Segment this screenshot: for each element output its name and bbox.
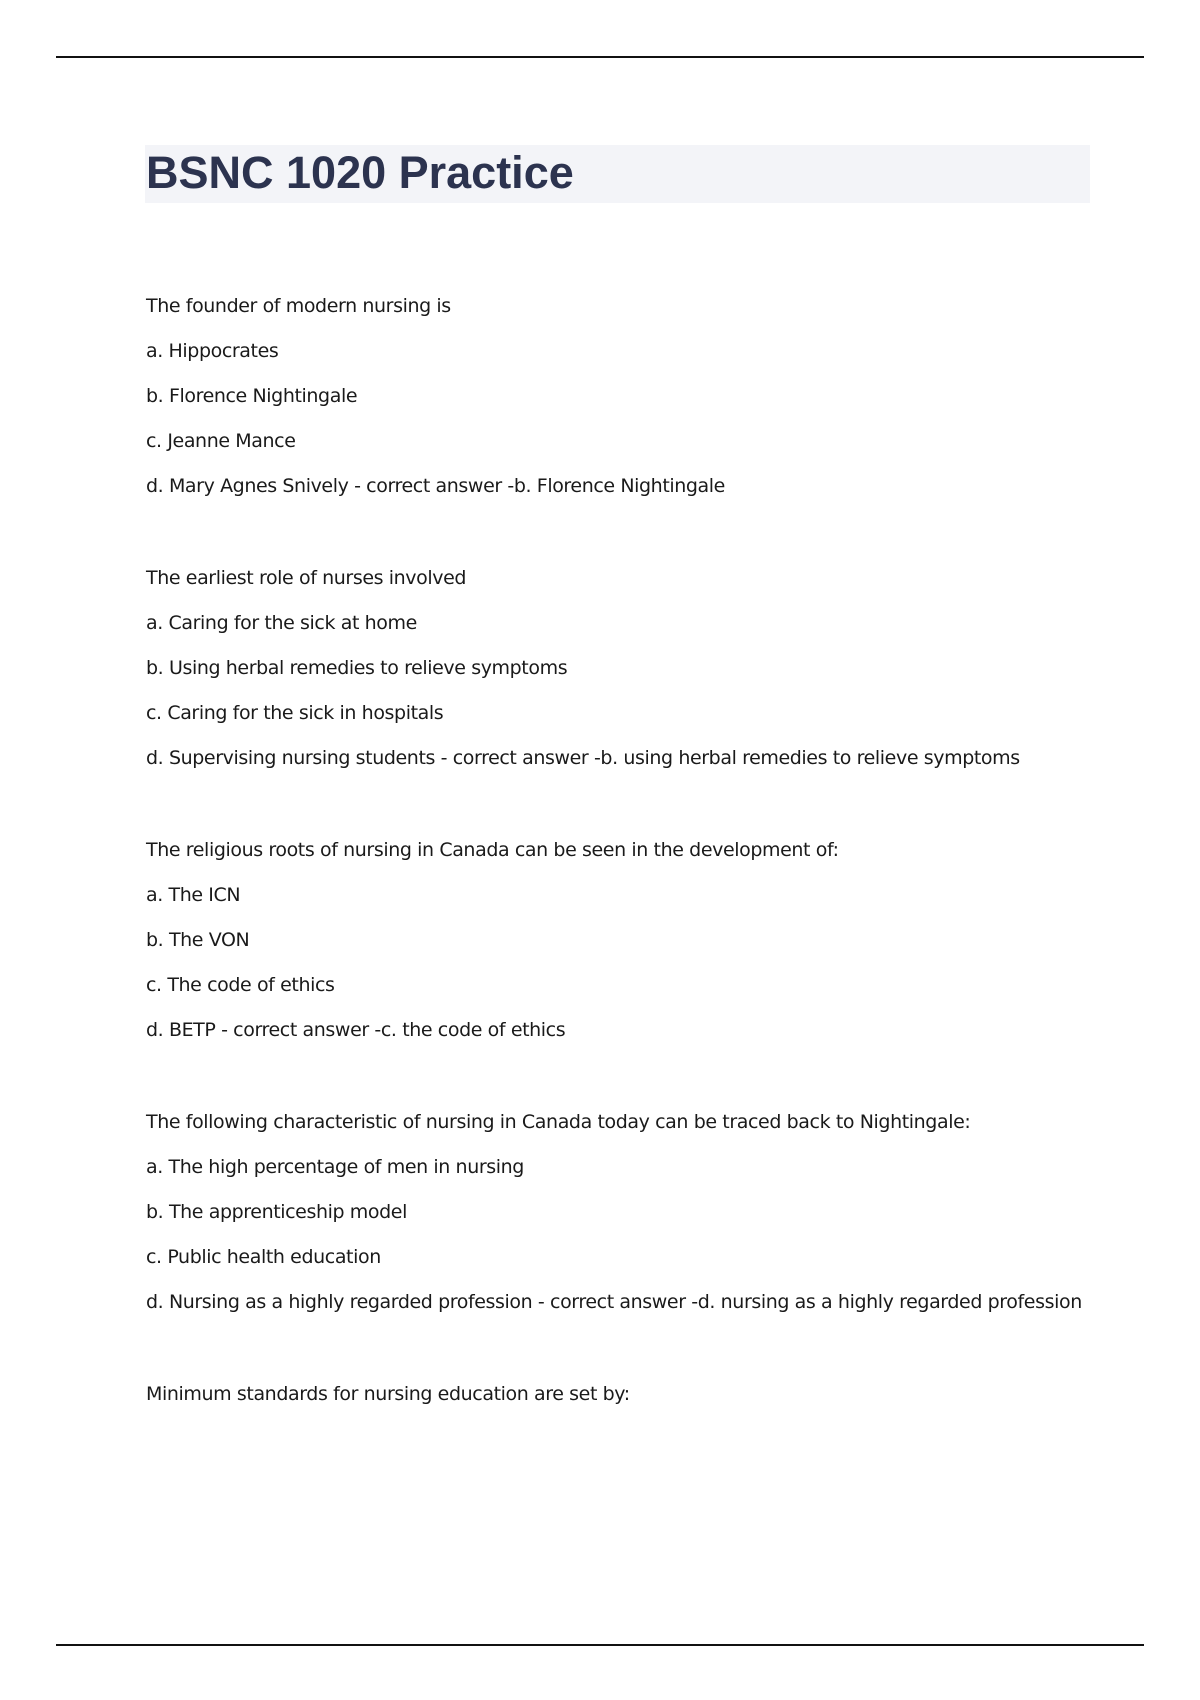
answer-option-d-with-correct-answer: d. Mary Agnes Snively - correct answer -b. Florence Nightingale <box>146 475 725 497</box>
answer-option-d-with-correct-answer: d. Supervising nursing students - correct answer -b. using herbal remedies to relieve symptoms <box>146 747 1020 769</box>
question-prompt: The earliest role of nurses involved <box>146 567 467 589</box>
answer-option-b: b. The apprenticeship model <box>146 1201 407 1223</box>
answer-option-a: a. Hippocrates <box>146 340 279 362</box>
question-prompt: The following characteristic of nursing in Canada today can be traced back to Nightingale: <box>146 1111 971 1133</box>
answer-option-a: a. The high percentage of men in nursing <box>146 1156 524 1178</box>
answer-option-a: a. Caring for the sick at home <box>146 612 417 634</box>
answer-option-b: b. Florence Nightingale <box>146 385 358 407</box>
answer-option-c: c. Caring for the sick in hospitals <box>146 702 444 724</box>
answer-option-c: c. Public health education <box>146 1246 381 1268</box>
question-prompt: The founder of modern nursing is <box>146 295 451 317</box>
question-prompt: The religious roots of nursing in Canada can be seen in the development of: <box>146 839 839 861</box>
question-4 <box>146 1105 1106 1377</box>
answer-option-b: b. The VON <box>146 929 250 951</box>
question-3 <box>146 833 1106 1105</box>
question-1 <box>146 289 1106 561</box>
answer-option-c: c. Jeanne Mance <box>146 430 296 452</box>
answer-option-c: c. The code of ethics <box>146 974 335 996</box>
answer-option-d-with-correct-answer: d. BETP - correct answer -c. the code of ethics <box>146 1019 566 1041</box>
answer-option-d-with-correct-answer: d. Nursing as a highly regarded profession - correct answer -d. nursing as a highly regarded profession <box>146 1291 1082 1313</box>
question-5 <box>146 1377 1106 1649</box>
question-prompt: Minimum standards for nursing education are set by: <box>146 1383 630 1405</box>
question-2 <box>146 561 1106 833</box>
answer-option-a: a. The ICN <box>146 884 241 906</box>
answer-option-b: b. Using herbal remedies to relieve symptoms <box>146 657 568 679</box>
top-divider <box>56 56 1144 58</box>
page-title: BSNC 1020 Practice <box>146 147 574 198</box>
bottom-divider <box>56 1644 1144 1646</box>
question-list <box>146 289 1106 1649</box>
